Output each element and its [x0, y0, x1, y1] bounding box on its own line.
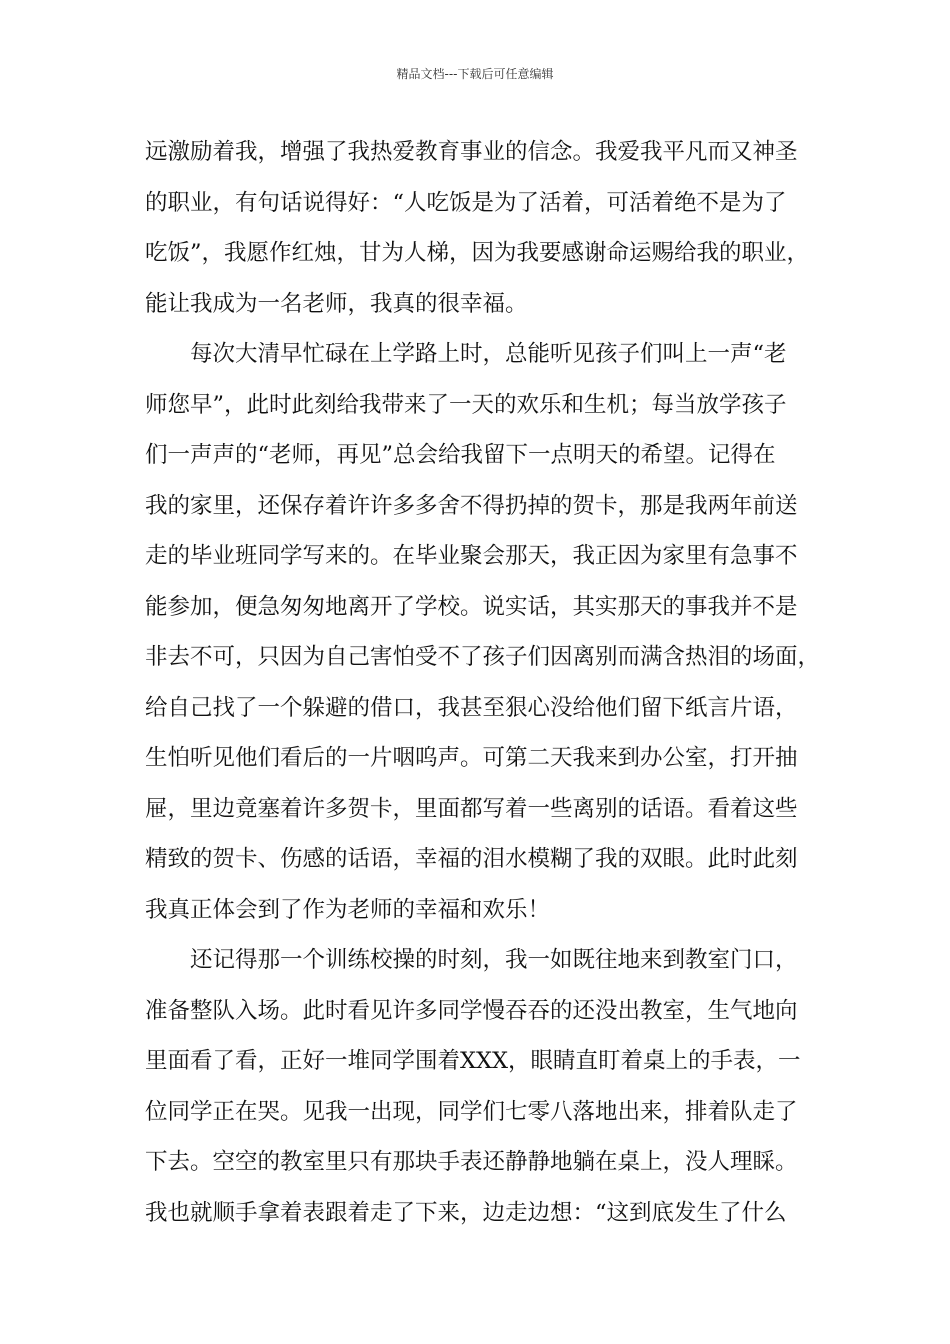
text-line: 给自己找了一个躲避的借口，我甚至狠心没给他们留下纸言片语，	[145, 694, 798, 721]
text-line: 远激励着我，增强了我热爱教育事业的信念。我爱我平凡而又神圣	[145, 139, 798, 165]
text-line: 能参加，便急匆匆地离开了学校。说实话，其实那天的事我并不是	[145, 593, 798, 620]
text-line: 的职业，有句话说得好：“人吃饭是为了活着，可活着绝不是为了	[145, 189, 787, 216]
text-line: 吃饭”，我愿作红烛，甘为人梯，因为我要感谢命运赐给我的职业，	[145, 240, 810, 266]
paragraph-1	[145, 127, 819, 329]
text-line: 生怕听见他们看后的一片咽呜声。可第二天我来到办公室，打开抽	[145, 745, 798, 771]
text-line: 屉，里边竟塞着许多贺卡，里面都写着一些离别的话语。看着这些	[145, 795, 798, 822]
text-line: 我的家里，还保存着许许多多舍不得扔掉的贺卡，那是我两年前送	[145, 492, 798, 519]
document-body	[145, 127, 819, 1238]
text-line: 里面看了看，正好一堆同学围着XXX，眼睛直盯着桌上的手表，一	[145, 1048, 801, 1074]
paragraph-3	[145, 935, 819, 1238]
text-line: 位同学正在哭。见我一出现，同学们七零八落地出来，排着队走了	[145, 1098, 798, 1125]
text-line: 非去不可，只因为自己害怕受不了孩子们因离别而满含热泪的场面，	[145, 644, 821, 670]
text-line: 精致的贺卡、伤感的话语，幸福的泪水模糊了我的双眼。此时此刻	[145, 846, 798, 872]
text-line: 我也就顺手拿着表跟着走了下来，边走边想：“这到底发生了什么	[145, 1199, 787, 1226]
paragraph-2	[145, 329, 819, 935]
text-line: 师您早”，此时此刻给我带来了一天的欢乐和生机；每当放学孩子	[145, 391, 787, 418]
text-line: 走的毕业班同学写来的。在毕业聚会那天，我正因为家里有急事不	[145, 543, 798, 569]
text-line: 还记得那一个训练校操的时刻，我一如既往地来到教室门口，	[145, 947, 798, 973]
text-line: 下去。空空的教室里只有那块手表还静静地躺在桌上，没人理睬。	[145, 1149, 798, 1175]
text-line: 准备整队入场。此时看见许多同学慢吞吞的还没出教室，生气地向	[145, 997, 798, 1024]
text-line: 我真正体会到了作为老师的幸福和欢乐！	[145, 896, 551, 923]
text-line: 们一声声的“老师，再见”总会给我留下一点明天的希望。记得在	[145, 442, 776, 468]
page-header: 精品文档---下载后可任意编辑	[396, 67, 554, 81]
text-line: 能让我成为一名老师，我真的很幸福。	[145, 290, 528, 317]
text-line: 每次大清早忙碌在上学路上时，总能听见孩子们叫上一声“老	[145, 341, 787, 367]
